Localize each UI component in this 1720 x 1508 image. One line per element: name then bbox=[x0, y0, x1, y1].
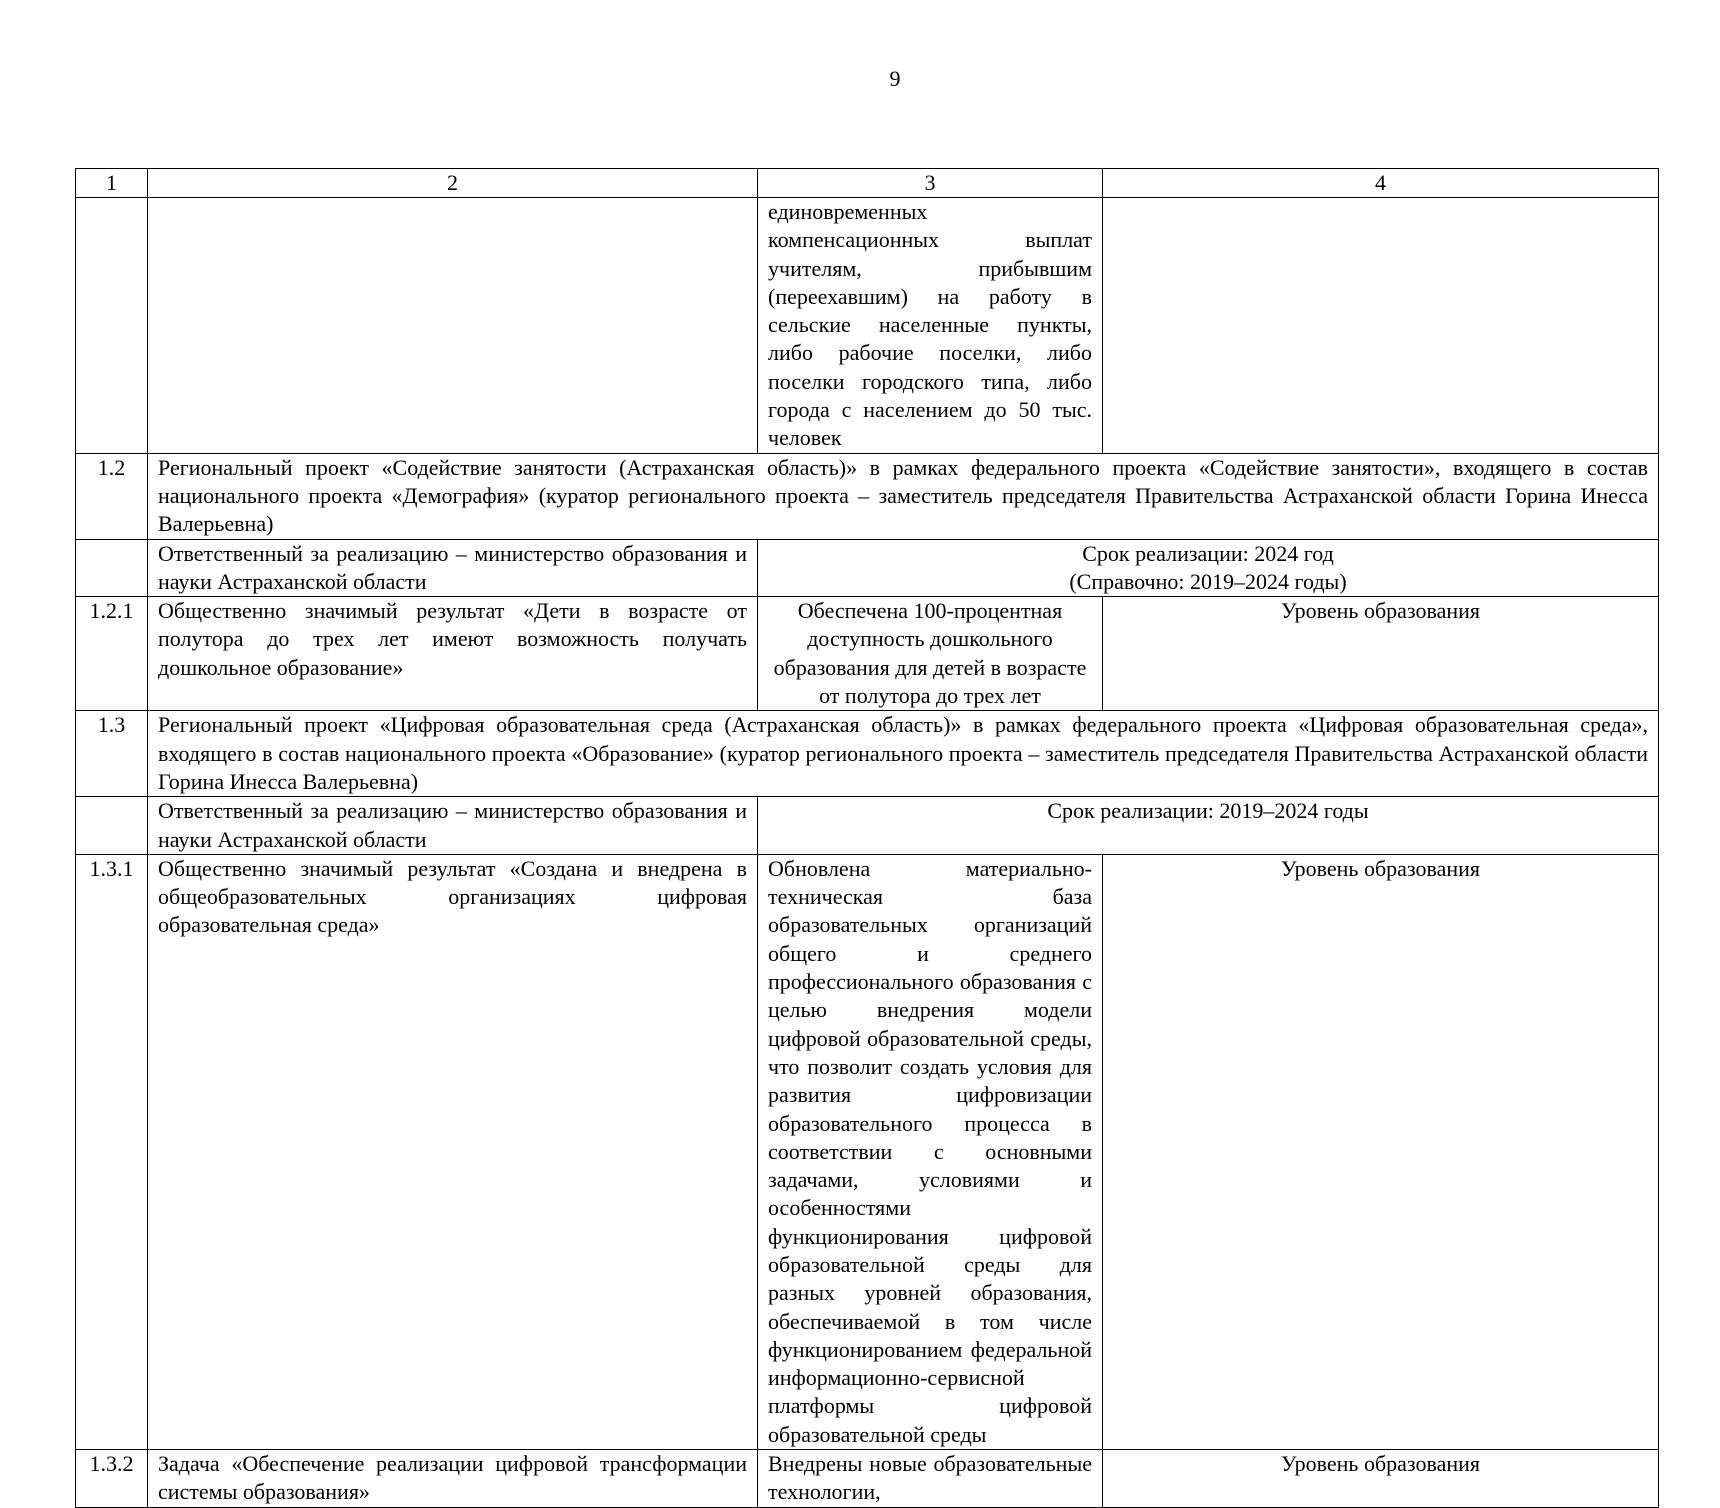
row-col4-cell bbox=[1103, 198, 1659, 454]
row-number-cell: 1.3.1 bbox=[76, 854, 148, 1449]
row-number-cell bbox=[76, 198, 148, 454]
outcome-cell: Обеспечена 100-процентная доступность дошкольного образования для детей в возрасте от полутора до трех лет bbox=[758, 597, 1103, 711]
table-header-row bbox=[76, 169, 1659, 198]
level-cell: Уровень образования bbox=[1103, 597, 1659, 711]
row-col3-cell: единовременных компенсационных выплат учителям, прибывшим (переехавшим) на работу в сельские населенные пункты, либо рабочие поселки, либо поселки городского типа, либо города с населением до 50 тыс. человек bbox=[758, 198, 1103, 454]
table-row-1-3-responsible bbox=[76, 797, 1659, 855]
term-line-2: (Справочно: 2019–2024 годы) bbox=[1069, 568, 1347, 594]
outcome-cell: Внедрены новые образовательные технологии, bbox=[758, 1450, 1103, 1508]
header-cell-1: 1 bbox=[76, 169, 148, 198]
table-row-continuation bbox=[76, 198, 1659, 454]
table-row-1-2-responsible bbox=[76, 539, 1659, 597]
program-table bbox=[75, 168, 1659, 1508]
term-line-1: Срок реализации: 2024 год bbox=[1082, 540, 1334, 566]
result-cell: Общественно значимый результат «Дети в возрасте от полутора до трех лет имеют возможность получать дошкольное образование» bbox=[148, 597, 758, 711]
header-cell-4: 4 bbox=[1103, 169, 1659, 198]
project-title-cell: Региональный проект «Цифровая образовательная среда (Астраханская область)» в рамках федерального проекта «Цифровая образовательная среда», входящего в состав национального проекта «Образование» (куратор регионального проекта – заместитель председателя Правительства Астраханской области Горина Инесса Валерьевна) bbox=[148, 711, 1659, 797]
table-row-1-2-1 bbox=[76, 597, 1659, 711]
row-number-cell: 1.2 bbox=[76, 453, 148, 539]
row-number-cell bbox=[76, 539, 148, 597]
task-cell: Задача «Обеспечение реализации цифровой трансформации системы образования» bbox=[148, 1450, 758, 1508]
level-cell: Уровень образования bbox=[1103, 1450, 1659, 1508]
result-cell: Общественно значимый результат «Создана и внедрена в общеобразовательных организациях цифровая образовательная среда» bbox=[148, 854, 758, 1449]
row-number-cell bbox=[76, 797, 148, 855]
term-cell bbox=[758, 539, 1659, 597]
table-row-1-2 bbox=[76, 453, 1659, 539]
responsible-cell: Ответственный за реализацию – министерство образования и науки Астраханской области bbox=[148, 797, 758, 855]
project-title-cell: Региональный проект «Содействие занятости (Астраханская область)» в рамках федерального проекта «Содействие занятости», входящего в состав национального проекта «Демография» (куратор регионального проекта – заместитель председателя Правительства Астраханской области Горина Инесса Валерьевна) bbox=[148, 453, 1659, 539]
term-cell: Срок реализации: 2019–2024 годы bbox=[758, 797, 1659, 855]
row-number-cell: 1.3.2 bbox=[76, 1450, 148, 1508]
header-cell-3: 3 bbox=[758, 169, 1103, 198]
table-row-1-3 bbox=[76, 711, 1659, 797]
outcome-cell: Обновлена материально-техническая база образовательных организаций общего и среднего профессионального образования с целью внедрения модели цифровой образовательной среды, что позволит создать условия для развития цифровизации образовательного процесса в соответствии с основными задачами, условиями и особенностями функционирования цифровой образовательной среды для разных уровней образования, обеспечиваемой в том числе функционированием федеральной информационно-сервисной платформы цифровой образовательной среды bbox=[758, 854, 1103, 1449]
header-cell-2: 2 bbox=[148, 169, 758, 198]
row-number-cell: 1.2.1 bbox=[76, 597, 148, 711]
table-row-1-3-1 bbox=[76, 854, 1659, 1449]
page-number: 9 bbox=[889, 66, 901, 91]
responsible-cell: Ответственный за реализацию – министерство образования и науки Астраханской области bbox=[148, 539, 758, 597]
table-row-1-3-2 bbox=[76, 1450, 1659, 1508]
row-number-cell: 1.3 bbox=[76, 711, 148, 797]
level-cell: Уровень образования bbox=[1103, 854, 1659, 1449]
row-col2-cell bbox=[148, 198, 758, 454]
